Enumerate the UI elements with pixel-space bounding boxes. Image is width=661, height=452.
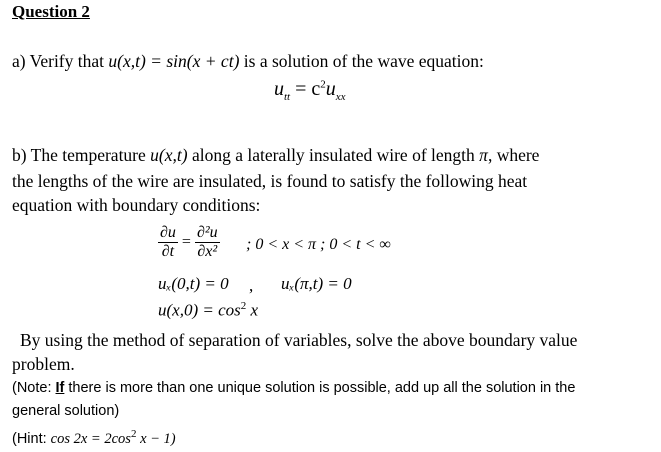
- part-b-where: , where: [487, 145, 540, 165]
- part-b-line-2: the lengths of the wire are insulated, is found to satisfy the following heat: [12, 171, 528, 191]
- wave-eq: = c: [295, 78, 321, 100]
- heat-lhs-num: ∂u: [160, 224, 176, 241]
- note-if: If: [55, 380, 65, 396]
- part-b-pi: π: [479, 145, 488, 165]
- wave-rhs-sub: xx: [335, 91, 346, 103]
- note-line-1: [12, 380, 575, 396]
- heat-lhs-den: ∂t: [161, 243, 175, 260]
- heat-rhs-num: ∂²u: [196, 224, 218, 241]
- initial-condition: [158, 300, 258, 321]
- heat-domain: ; 0 < x < π ; 0 < t < ∞: [246, 236, 391, 253]
- ic-rhs: x: [246, 300, 259, 320]
- heat-equation: [158, 224, 220, 261]
- part-a-rest: is a solution of the wave equation:: [243, 51, 484, 71]
- note-prefix: (Note:: [12, 380, 56, 396]
- hint-expr: cos 2x = 2cos: [50, 430, 131, 447]
- heat-rhs-fraction: [195, 224, 220, 261]
- ic-sup: 2: [240, 300, 247, 312]
- hint-prefix: (Hint:: [12, 430, 51, 447]
- part-a-function: u(x,t) = sin(x + ct): [108, 51, 240, 71]
- boundary-separator: ,: [249, 276, 254, 295]
- question-title: Question 2: [12, 2, 90, 21]
- hint-sup: 2: [130, 428, 137, 440]
- part-b-intro: b) The temperature: [12, 145, 146, 165]
- wave-lhs-sub: tt: [284, 91, 291, 103]
- part-a-statement: [12, 51, 484, 72]
- note-rest: there is more than one unique solution is possible, add up all the solution in the: [64, 380, 576, 396]
- heat-lhs-fraction: [158, 224, 178, 261]
- instruction-line-1: By using the method of separation of variables, solve the above boundary value: [20, 330, 578, 350]
- wave-rhs: u: [325, 78, 336, 100]
- note-line-2: general solution): [12, 403, 120, 419]
- heat-rhs-den: ∂x²: [197, 243, 218, 260]
- part-b-text: along a laterally insulated wire of length: [191, 145, 475, 165]
- part-b-line-1: [12, 145, 539, 166]
- wave-lhs: u: [274, 78, 284, 100]
- wave-equation: [274, 78, 346, 103]
- boundary-condition-1: uₓ(0,t) = 0: [158, 274, 229, 293]
- boundary-condition-2: uₓ(π,t) = 0: [281, 274, 352, 293]
- instruction-line-2: problem.: [12, 354, 75, 374]
- hint-tail: x − 1): [136, 430, 176, 447]
- wave-c-sup: 2: [320, 78, 326, 91]
- part-a-intro: a) Verify that: [12, 51, 105, 71]
- part-b-function: u(x,t): [150, 145, 188, 165]
- hint-line: [12, 428, 176, 448]
- part-b-line-3: equation with boundary conditions:: [12, 195, 261, 215]
- heat-eq-sign: =: [181, 233, 191, 251]
- ic-lhs: u(x,0) = cos: [158, 300, 241, 320]
